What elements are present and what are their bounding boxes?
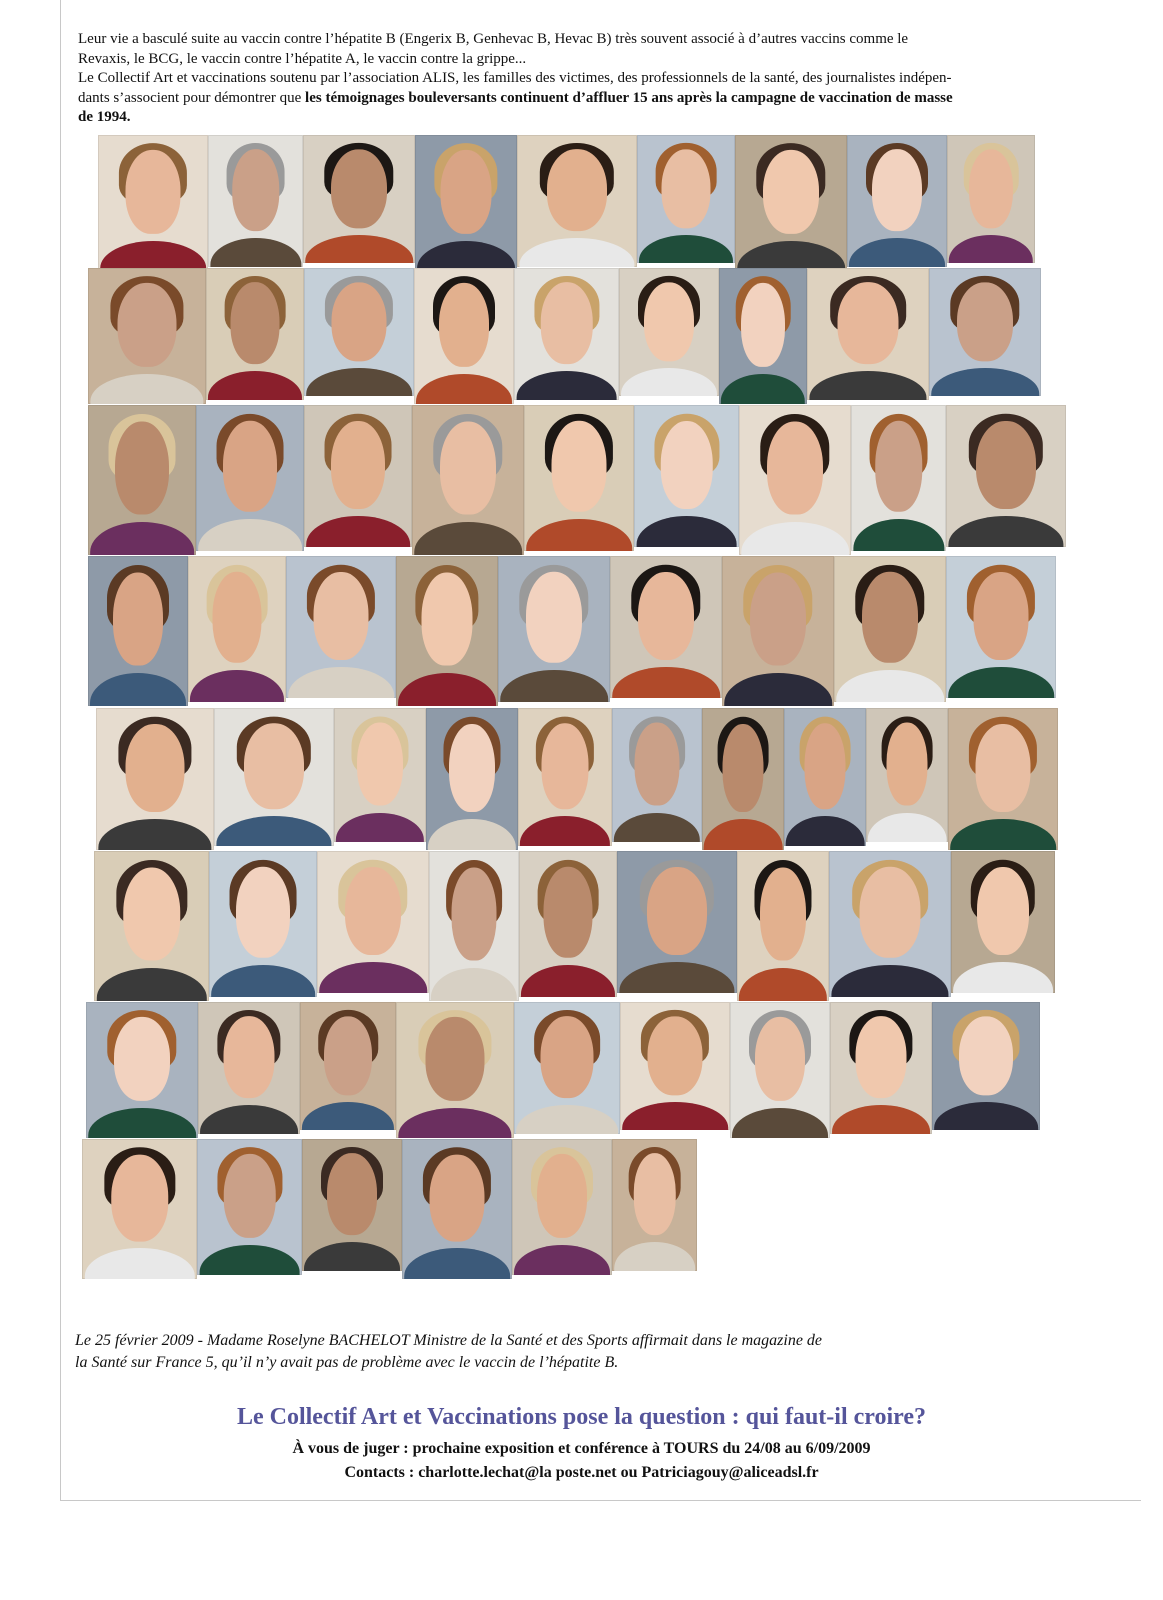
portrait-face bbox=[638, 572, 694, 660]
portrait-clothing bbox=[516, 1105, 618, 1134]
portrait-clothing bbox=[398, 673, 496, 706]
portrait-face bbox=[767, 422, 823, 515]
exhibition-announcement: À vous de juger : prochaine exposition et conférence à TOURS du 24/08 au 6/09/2009 bbox=[292, 1440, 871, 1457]
portrait-photo bbox=[208, 135, 303, 267]
portrait-face bbox=[544, 867, 593, 958]
portrait-clothing bbox=[739, 968, 827, 1001]
intro-line-4-bold: les témoignages bouleversants continuent d’affluer 15 ans après la campagne de vaccination de masse bbox=[305, 89, 953, 106]
portrait-face bbox=[111, 1154, 169, 1241]
portrait-face bbox=[331, 421, 385, 509]
portrait-photo bbox=[946, 405, 1066, 547]
portrait-photo bbox=[94, 851, 209, 1001]
portrait-face bbox=[838, 283, 899, 365]
portrait-photo bbox=[722, 556, 834, 706]
portrait-face bbox=[422, 573, 473, 666]
portrait-photo bbox=[807, 268, 929, 400]
portrait-photo bbox=[286, 556, 396, 698]
portrait-photo bbox=[735, 135, 847, 271]
portrait-photo bbox=[610, 556, 722, 698]
intro-line-4-normal: dants s’associent pour démontrer que bbox=[78, 89, 306, 106]
portrait-clothing bbox=[614, 1242, 696, 1271]
portrait-face bbox=[526, 572, 582, 663]
portrait-face bbox=[660, 421, 713, 509]
portrait-face bbox=[974, 572, 1029, 660]
portrait-photo bbox=[702, 708, 784, 850]
portrait-photo bbox=[514, 268, 619, 400]
portrait-face bbox=[552, 421, 607, 512]
portrait-clothing bbox=[90, 522, 194, 555]
portrait-clothing bbox=[304, 1242, 400, 1271]
portrait-row bbox=[96, 708, 1058, 850]
portrait-photo bbox=[617, 851, 737, 993]
portrait-photo bbox=[866, 708, 948, 842]
portrait-photo bbox=[426, 708, 518, 850]
portrait-photo bbox=[739, 405, 851, 555]
portrait-face bbox=[969, 149, 1013, 228]
portrait-photo bbox=[932, 1002, 1040, 1130]
portrait-photo bbox=[300, 1002, 396, 1130]
portrait-face bbox=[439, 283, 489, 367]
portrait-clothing bbox=[306, 368, 412, 396]
portrait-face bbox=[236, 867, 290, 958]
portrait-face bbox=[449, 724, 495, 812]
portrait-photo bbox=[946, 556, 1056, 698]
portrait-face bbox=[426, 1017, 485, 1101]
portrait-face bbox=[860, 867, 921, 958]
portrait-clothing bbox=[741, 522, 849, 555]
portrait-photo bbox=[737, 851, 829, 1001]
portrait-face bbox=[537, 1154, 587, 1238]
portrait-clothing bbox=[853, 519, 944, 551]
portrait-face bbox=[113, 573, 163, 666]
portrait-face bbox=[123, 868, 181, 961]
portrait-clothing bbox=[417, 241, 515, 271]
portrait-photo bbox=[498, 556, 610, 702]
ministry-quote bbox=[75, 1330, 1125, 1374]
portrait-clothing bbox=[948, 516, 1063, 547]
portrait-clothing bbox=[520, 816, 610, 846]
portrait-face bbox=[862, 572, 918, 663]
portrait-clothing bbox=[849, 238, 945, 267]
portrait-photo bbox=[730, 1002, 830, 1138]
portrait-clothing bbox=[809, 371, 926, 400]
portrait-face bbox=[755, 1017, 805, 1101]
portrait-photo bbox=[304, 268, 414, 396]
portrait-clothing bbox=[737, 241, 845, 271]
portrait-photo bbox=[429, 851, 519, 1001]
portrait-clothing bbox=[831, 965, 948, 997]
portrait-clothing bbox=[404, 1248, 510, 1279]
contacts-line: Contacts : charlotte.lechat@la poste.net ou Patriciagouy@aliceadsl.fr bbox=[344, 1464, 819, 1481]
portrait-face bbox=[126, 150, 181, 234]
intro-line-5 bbox=[78, 108, 1118, 128]
portrait-clothing bbox=[200, 1105, 298, 1134]
portrait-clothing bbox=[431, 968, 517, 1001]
portrait-photo bbox=[88, 405, 196, 555]
intro-text bbox=[78, 30, 1118, 128]
portrait-row bbox=[88, 556, 1056, 706]
portrait-row bbox=[86, 1002, 1040, 1138]
portrait-photo bbox=[415, 135, 517, 271]
portrait-clothing bbox=[934, 1102, 1038, 1130]
portrait-clothing bbox=[90, 374, 203, 404]
portrait-clothing bbox=[639, 235, 733, 263]
portrait-photo bbox=[188, 556, 286, 702]
portrait-photo bbox=[317, 851, 429, 993]
portrait-face bbox=[976, 421, 1036, 509]
portrait-photo bbox=[402, 1139, 512, 1279]
portrait-clothing bbox=[302, 1102, 394, 1130]
portrait-face bbox=[357, 723, 403, 806]
portrait-photo bbox=[719, 268, 807, 404]
portrait-clothing bbox=[96, 968, 206, 1001]
portrait-face bbox=[224, 1017, 275, 1099]
portrait-clothing bbox=[199, 1245, 300, 1275]
portrait-face bbox=[345, 867, 401, 955]
portrait-photo bbox=[86, 1002, 198, 1138]
quote-line-2: la Santé sur France 5, qu’il n’y avait pas de problème avec le vaccin de l’hépatite B. bbox=[75, 1354, 619, 1371]
portrait-face bbox=[331, 149, 387, 228]
portrait-photo bbox=[847, 135, 947, 267]
portrait-row bbox=[88, 268, 1041, 404]
portrait-photo bbox=[88, 268, 206, 404]
portrait-face bbox=[452, 868, 497, 961]
portrait-face bbox=[327, 1154, 377, 1236]
portrait-clothing bbox=[786, 816, 865, 846]
portrait-photo bbox=[518, 708, 612, 846]
portrait-face bbox=[648, 1016, 703, 1095]
portrait-clothing bbox=[414, 522, 522, 555]
portrait-clothing bbox=[724, 673, 832, 706]
portrait-photo bbox=[209, 851, 317, 997]
portrait-clothing bbox=[622, 1102, 728, 1130]
intro-line-5-bold: de 1994. bbox=[78, 109, 131, 125]
portrait-face bbox=[542, 723, 589, 809]
portrait-face bbox=[750, 573, 806, 666]
portrait-face bbox=[957, 282, 1013, 361]
portrait-photo bbox=[304, 405, 412, 547]
portrait-photo bbox=[829, 851, 951, 997]
portrait-row bbox=[94, 851, 1055, 1001]
intro-line-4 bbox=[78, 89, 1118, 109]
portrait-photo bbox=[619, 268, 719, 396]
portrait-photo bbox=[947, 135, 1035, 263]
portrait-face bbox=[115, 422, 169, 515]
portrait-photo bbox=[214, 708, 334, 846]
portrait-clothing bbox=[836, 670, 944, 702]
portrait-photo bbox=[88, 556, 188, 706]
portrait-face bbox=[232, 150, 280, 232]
portrait-clothing bbox=[84, 1248, 194, 1279]
portrait-clothing bbox=[704, 819, 783, 850]
portrait-face bbox=[887, 723, 928, 806]
portrait-photo bbox=[519, 851, 617, 997]
portrait-photo bbox=[834, 556, 946, 702]
portrait-clothing bbox=[100, 241, 206, 271]
portrait-face bbox=[440, 422, 496, 515]
portrait-photo bbox=[948, 708, 1058, 850]
portrait-face bbox=[959, 1016, 1013, 1095]
portrait-clothing bbox=[198, 519, 302, 551]
intro-line-1: Leur vie a basculé suite au vaccin contre l’hépatite B (Engerix B, Genhevac B, Hevac B) très souvent associé à d’autres vaccins comme le bbox=[78, 31, 909, 47]
portrait-clothing bbox=[208, 371, 302, 400]
portrait-face bbox=[441, 150, 492, 234]
portrait-face bbox=[635, 723, 680, 806]
portrait-face bbox=[223, 421, 277, 512]
portrait-photo bbox=[98, 135, 208, 271]
portrait-face bbox=[223, 1154, 276, 1238]
portrait-photo bbox=[96, 708, 214, 850]
portrait-clothing bbox=[319, 962, 427, 993]
portrait-face bbox=[541, 1017, 594, 1099]
portrait-clothing bbox=[416, 374, 512, 404]
portrait-photo bbox=[620, 1002, 730, 1130]
portrait-photo bbox=[637, 135, 735, 263]
portrait-photo bbox=[514, 1002, 620, 1134]
portrait-photo bbox=[612, 1139, 697, 1271]
portrait-row bbox=[82, 1139, 697, 1279]
portrait-clothing bbox=[614, 813, 700, 842]
portrait-face bbox=[875, 421, 923, 512]
portrait-photo bbox=[634, 405, 739, 547]
portrait-photo bbox=[517, 135, 637, 267]
portrait-face bbox=[723, 724, 764, 812]
portrait-face bbox=[114, 1017, 170, 1101]
portrait-photo bbox=[303, 135, 415, 263]
portrait-clothing bbox=[88, 1108, 196, 1138]
portrait-face bbox=[644, 282, 694, 361]
portrait-face bbox=[760, 868, 806, 961]
portrait-clothing bbox=[526, 519, 632, 551]
portrait-face bbox=[126, 724, 185, 812]
portrait-clothing bbox=[732, 1108, 828, 1138]
portrait-photo bbox=[612, 708, 702, 842]
portrait-clothing bbox=[514, 1245, 610, 1275]
portrait-row bbox=[88, 405, 1066, 555]
portrait-face bbox=[547, 150, 607, 232]
portrait-clothing bbox=[721, 374, 805, 404]
intro-line-2: Revaxis, le BCG, le vaccin contre l’hépatite A, le vaccin contre la grippe... bbox=[78, 50, 527, 67]
portrait-photo bbox=[198, 1002, 300, 1134]
portrait-photo bbox=[512, 1139, 612, 1275]
portrait-photo bbox=[784, 708, 866, 846]
portrait-clothing bbox=[931, 368, 1039, 396]
portrait-clothing bbox=[948, 667, 1054, 698]
portrait-face bbox=[324, 1016, 372, 1095]
portrait-clothing bbox=[216, 816, 331, 846]
portrait-clothing bbox=[90, 673, 186, 706]
portrait-photo bbox=[524, 405, 634, 551]
portrait-face bbox=[856, 1017, 907, 1099]
portrait-photo bbox=[851, 405, 946, 551]
portrait-clothing bbox=[519, 238, 634, 267]
portrait-photo bbox=[951, 851, 1055, 993]
quote-line-1: Le 25 février 2009 - Madame Roselyne BACHELOT Ministre de la Santé et des Sports affirmait dans le magazine de bbox=[75, 1332, 823, 1349]
portrait-clothing bbox=[288, 667, 394, 698]
portrait-clothing bbox=[211, 965, 315, 997]
portrait-photo bbox=[197, 1139, 302, 1275]
portrait-photo bbox=[196, 405, 304, 551]
portrait-photo bbox=[82, 1139, 197, 1279]
portrait-face bbox=[633, 1154, 676, 1236]
portrait-face bbox=[332, 282, 387, 361]
portrait-clothing bbox=[210, 238, 301, 267]
portrait-clothing bbox=[621, 368, 717, 396]
portrait-clothing bbox=[336, 813, 424, 842]
portrait-clothing bbox=[619, 962, 734, 993]
portrait-clothing bbox=[832, 1105, 930, 1134]
portrait-face bbox=[977, 867, 1029, 955]
portrait-photo bbox=[929, 268, 1041, 396]
portrait-face bbox=[430, 1154, 485, 1241]
portrait-photo bbox=[396, 556, 498, 706]
portrait-photo bbox=[414, 268, 514, 404]
portrait-clothing bbox=[305, 235, 413, 263]
portrait-photo bbox=[830, 1002, 932, 1134]
portrait-face bbox=[647, 867, 707, 955]
intro-line-3: Le Collectif Art et vaccinations soutenu par l’association ALIS, les familles des victimes, des professionnels de la santé, des journalistes indépen- bbox=[78, 70, 952, 86]
portrait-clothing bbox=[636, 516, 737, 547]
portrait-clothing bbox=[306, 516, 410, 547]
portrait-clothing bbox=[500, 670, 608, 702]
portrait-face bbox=[741, 283, 785, 367]
portrait-photo bbox=[334, 708, 426, 842]
portrait-face bbox=[213, 572, 262, 663]
portrait-photo bbox=[206, 268, 304, 400]
portrait-clothing bbox=[953, 962, 1053, 993]
portrait-face bbox=[805, 723, 846, 809]
portrait-clothing bbox=[950, 819, 1056, 850]
portrait-face bbox=[540, 283, 593, 365]
portrait-face bbox=[244, 723, 304, 809]
portrait-clothing bbox=[428, 819, 516, 850]
portrait-face bbox=[118, 283, 177, 367]
portrait-face bbox=[314, 572, 369, 660]
portrait-face bbox=[231, 283, 280, 365]
portrait-clothing bbox=[190, 670, 284, 702]
portrait-face bbox=[976, 724, 1031, 812]
portrait-photo bbox=[396, 1002, 514, 1138]
portrait-row bbox=[98, 135, 1035, 271]
portrait-clothing bbox=[516, 371, 617, 400]
portrait-clothing bbox=[612, 667, 720, 698]
portrait-clothing bbox=[398, 1108, 511, 1138]
portrait-face bbox=[662, 149, 711, 228]
portrait-clothing bbox=[949, 235, 1033, 263]
portrait-clothing bbox=[98, 819, 211, 850]
portrait-photo bbox=[412, 405, 524, 555]
portrait-face bbox=[763, 150, 819, 234]
portrait-photo bbox=[302, 1139, 402, 1271]
portrait-clothing bbox=[521, 965, 615, 997]
collective-headline: Le Collectif Art et Vaccinations pose la question : qui faut-il croire? bbox=[236, 1404, 927, 1430]
portrait-face bbox=[872, 150, 922, 232]
portrait-clothing bbox=[868, 813, 947, 842]
